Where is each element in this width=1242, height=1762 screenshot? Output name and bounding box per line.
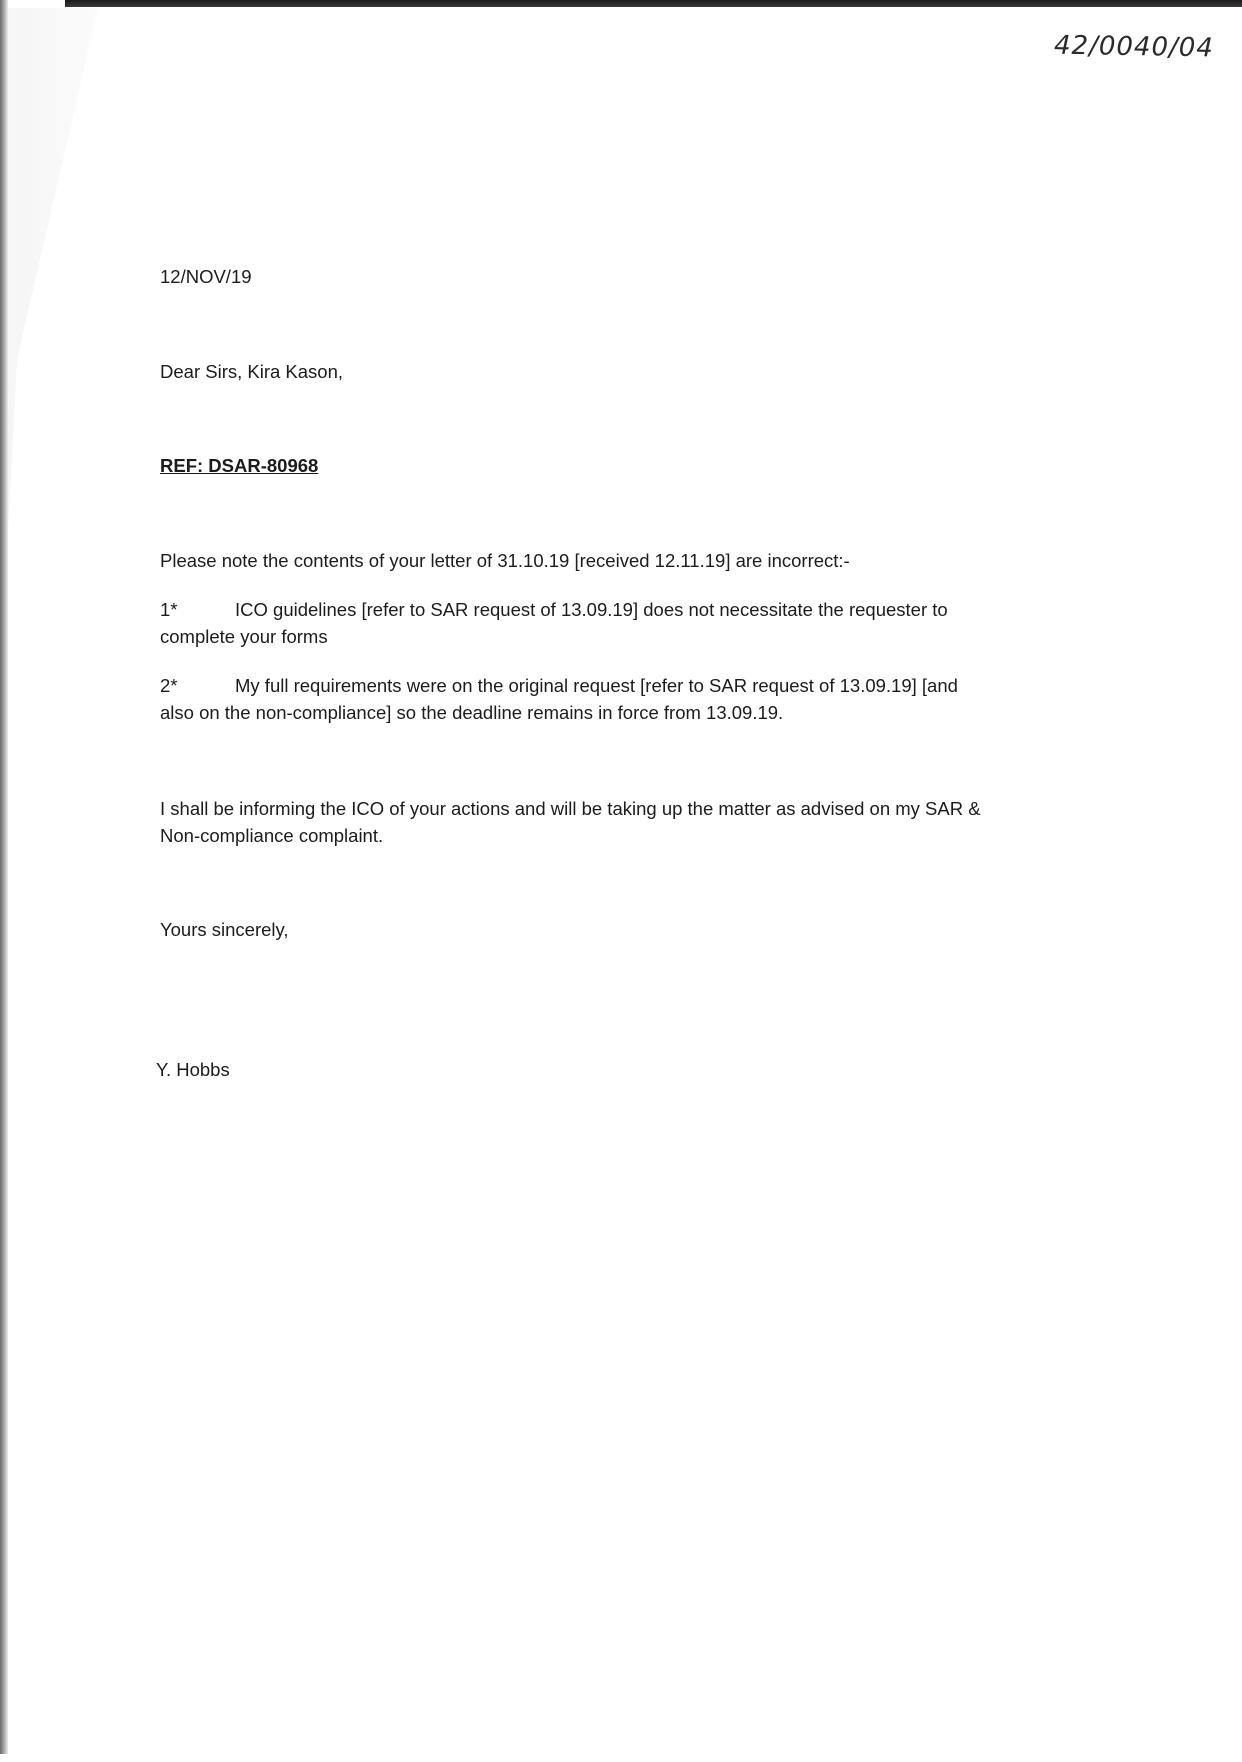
point-number: 2* (160, 675, 178, 696)
point-number: 1* (160, 599, 178, 620)
reference-number: REF: DSAR-80968 (160, 455, 319, 476)
scan-left-edge (0, 0, 8, 1754)
paper-fold (8, 8, 98, 1762)
closing-paragraph-continued: Non-compliance complaint. (160, 825, 384, 846)
scan-corner (0, 0, 65, 9)
point-text: ICO guidelines [refer to SAR request of 13.09.19] does not necessitate the requester to (235, 599, 948, 620)
point-1 (160, 596, 948, 623)
signature-name: Y. Hobbs (156, 1059, 230, 1080)
scan-top-edge (0, 0, 1242, 7)
point-text: My full requirements were on the original request [refer to SAR request of 13.09.19] [and (235, 675, 958, 696)
point-2-continued: also on the non-compliance] so the deadline remains in force from 13.09.19. (160, 702, 784, 723)
point-1-continued: complete your forms (160, 626, 328, 647)
point-2 (160, 672, 958, 699)
salutation: Dear Sirs, Kira Kason, (160, 361, 344, 382)
intro-paragraph: Please note the contents of your letter of 31.10.19 [received 12.11.19] are incorrect:- (160, 550, 850, 571)
handwritten-reference: 42/0040/04 (1053, 30, 1215, 64)
letter-date: 12/NOV/19 (160, 266, 252, 287)
closing-paragraph: I shall be informing the ICO of your actions and will be taking up the matter as advised on my SAR & (160, 798, 981, 819)
sign-off: Yours sincerely, (160, 919, 289, 940)
